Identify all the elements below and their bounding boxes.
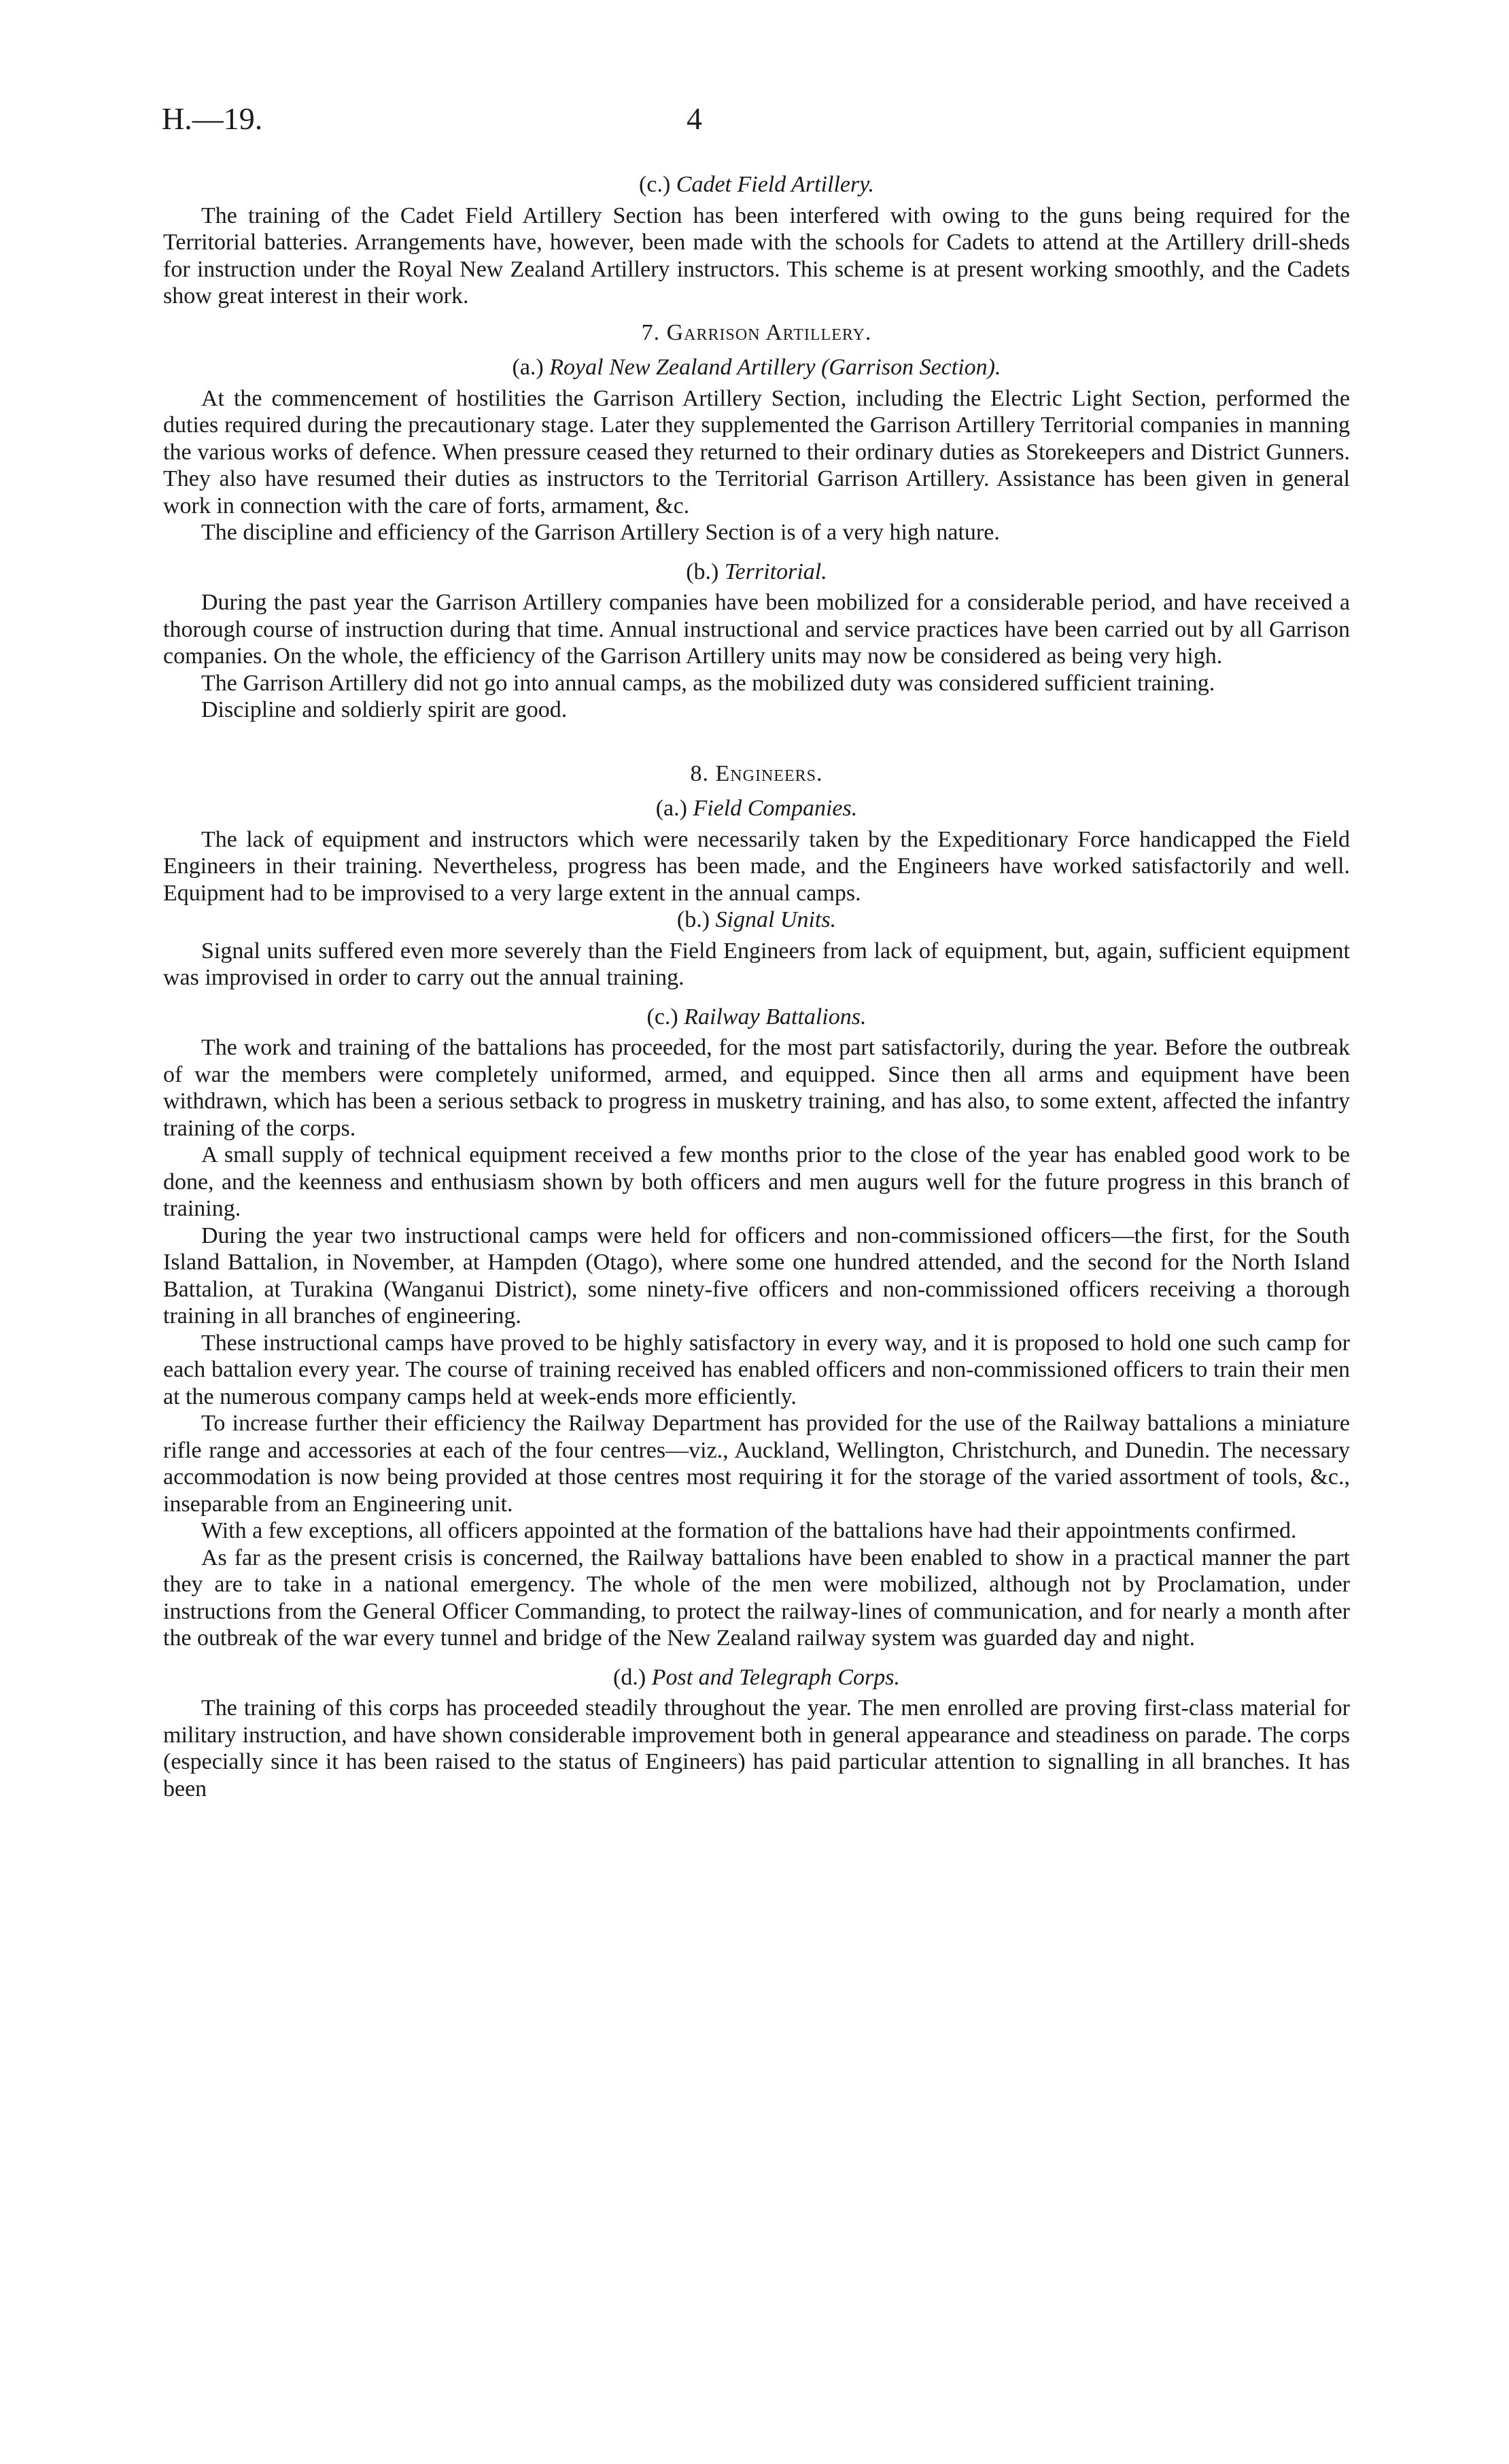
section-heading-engineers: 8. Engineers. [690, 760, 823, 786]
subsection-heading-cadet-field-artillery: (c.) Cadet Field Artillery. [639, 172, 874, 197]
section-heading-garrison-artillery: 7. Garrison Artillery. [641, 319, 872, 345]
paragraph: At the commencement of hostilities the Garrison Artillery Section, including the Electric Light Section, performed the duties required during the precautionary stage. Later they supplemented the Garrison Artillery Territorial companies in manning the various works of defence. When pressure ceased they returned to their ordinary duties as Storekeepers and District Gunners. They also have resumed their duties as instructors to the Territorial Garrison Artillery. Assistance has been given in general work in connection with the care of forts, armament, &c. [163, 385, 1350, 518]
subsection-heading-territorial: (b.) Territorial. [686, 559, 827, 584]
subsection-heading-post-telegraph-corps: (d.) Post and Telegraph Corps. [613, 1664, 900, 1690]
paragraph: The Garrison Artillery did not go into annual camps, as the mobilized duty was considered sufficient training. [201, 670, 1215, 696]
document-body [163, 171, 1350, 1802]
paragraph: During the year two instructional camps were held for officers and non-commissioned officers—the first, for the South Island Battalion, in November, at Hampden (Otago), where some one hundred attended, and the second for the North Island Battalion, at Turakina (Wanganui District), some ninety-five officers and non-commissioned officers receiving a thorough training in all branches of engineering. [163, 1222, 1350, 1328]
paragraph: These instructional camps have proved to be highly satisfactory in every way, and it is proposed to hold one such camp for each battalion every year. The course of training received has enabled officers and non-commissioned officers to train their men at the numerous company camps held at week-ends more efficiently. [163, 1330, 1350, 1409]
paragraph: As far as the present crisis is concerned, the Railway battalions have been enabled to show in a practical manner the part they are to take in a national emergency. The whole of the men were mobilized, although not by Proclamation, under instructions from the General Officer Commanding, to protect the railway-lines of communication, and for nearly a month after the outbreak of the war every tunnel and bridge of the New Zealand railway system was guarded day and night. [163, 1545, 1350, 1651]
paragraph: The discipline and efficiency of the Garrison Artillery Section is of a very high nature. [201, 520, 1000, 545]
page-number: 4 [687, 101, 702, 136]
paragraph: A small supply of technical equipment received a few months prior to the close of the year has enabled good work to be done, and the keenness and enthusiasm shown by both officers and men augurs well for the future progress in this branch of training. [163, 1142, 1350, 1221]
paragraph: The training of this corps has proceeded steadily throughout the year. The men enrolled are proving first-class material for military instruction, and have shown considerable improvement both in general appearance and steadiness on parade. The corps (especially since it has been raised to the status of Engineers) has paid particular attention to signalling in all branches. It has been [163, 1695, 1350, 1801]
paragraph: Discipline and soldierly spirit are good. [201, 697, 568, 722]
page-reference: H.—19. [162, 101, 263, 136]
paragraph: The training of the Cadet Field Artillery Section has been interfered with owing to the guns being required for the Territorial batteries. Arrangements have, however, been made with the schools for Cadets to attend at the Artillery drill-sheds for instruction under the Royal New Zealand Artillery instructors. This scheme is at present working smoothly, and the Cadets show great interest in their work. [163, 203, 1350, 309]
subsection-heading-royal-nz-artillery: (a.) Royal New Zealand Artillery (Garrison Section). [512, 355, 1001, 380]
subsection-heading-railway-battalions: (c.) Railway Battalions. [646, 1004, 867, 1029]
paragraph: The work and training of the battalions has proceeded, for the most part satisfactorily, during the year. Before the outbreak of war the members were completely uniformed, armed, and equipped. Since then all arms and equipment have been withdrawn, which has been a serious setback to progress in musketry training, and has also, to some extent, affected the infantry training of the corps. [163, 1035, 1350, 1141]
subsection-heading-field-companies: (a.) Field Companies. [655, 796, 858, 821]
subsection-heading-signal-units: (b.) Signal Units. [676, 907, 837, 932]
paragraph: Signal units suffered even more severely than the Field Engineers from lack of equipment, but, again, sufficient equipment was improvised in order to carry out the annual training. [163, 938, 1350, 990]
paragraph: To increase further their efficiency the Railway Department has provided for the use of the Railway battalions a miniature rifle range and accessories at each of the four centres—viz., Auckland, Wellington, Christchurch, and Dunedin. The necessary accommodation is now being provided at those centres most requiring it for the storage of the varied assortment of tools, &c., inseparable from an Engineering unit. [163, 1411, 1350, 1517]
paragraph: During the past year the Garrison Artillery companies have been mobilized for a considerable period, and have received a thorough course of instruction during that time. Annual instructional and service practices have been carried out by all Garrison companies. On the whole, the efficiency of the Garrison Artillery units may now be considered as being very high. [163, 590, 1350, 669]
paragraph: The lack of equipment and instructors which were necessarily taken by the Expeditionary Force handicapped the Field Engineers in their training. Nevertheless, progress has been made, and the Engineers have worked satisfactorily and well. Equipment had to be improvised to a very large extent in the annual camps. [163, 826, 1350, 906]
paragraph: With a few exceptions, all officers appointed at the formation of the battalions have had their appointments confirmed. [201, 1518, 1297, 1543]
